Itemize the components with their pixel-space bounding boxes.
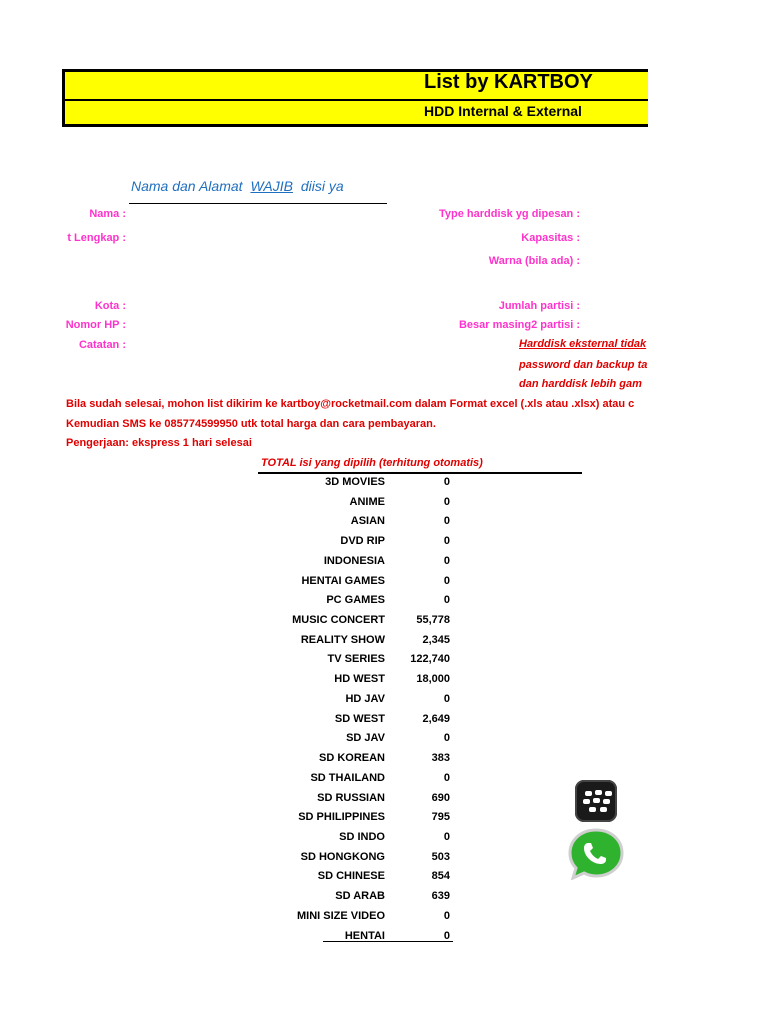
totals-row-category: HENTAI GAMES xyxy=(301,574,385,587)
note-line-2: password dan backup ta xyxy=(519,359,648,371)
totals-row-value: 0 xyxy=(443,594,450,607)
totals-row-category: SD PHILIPPINES xyxy=(298,811,385,824)
totals-row-value: 0 xyxy=(443,771,450,784)
totals-row-category: MUSIC CONCERT xyxy=(292,614,385,627)
totals-row-value: 0 xyxy=(443,535,450,548)
totals-row-category: SD THAILAND xyxy=(310,771,385,784)
blackberry-messenger-icon xyxy=(575,780,617,822)
totals-row-value: 0 xyxy=(443,732,450,745)
label-alamat: t Lengkap : xyxy=(67,232,126,244)
instruction-line-1: Bila sudah selesai, mohon list dikirim ke kartboy@rocketmail.com dalam Format excel (.xls atau .xlsx) atau c xyxy=(66,398,635,410)
totals-bottom-rule xyxy=(323,941,453,942)
totals-row-value: 18,000 xyxy=(416,673,450,686)
label-kapasitas: Kapasitas : xyxy=(521,232,580,244)
intro-underline xyxy=(129,203,387,204)
form-intro xyxy=(131,178,344,194)
page-subtitle: HDD Internal & External xyxy=(424,103,582,119)
totals-row-value: 0 xyxy=(443,830,450,843)
totals-row-value: 690 xyxy=(431,791,450,804)
intro-emphasis: WAJIB xyxy=(250,178,293,194)
totals-row-value: 0 xyxy=(443,495,450,508)
intro-prefix: Nama dan Alamat xyxy=(131,178,243,194)
totals-row-category: SD INDO xyxy=(339,830,385,843)
totals-row-value: 383 xyxy=(431,752,450,765)
page-title: List by KARTBOY xyxy=(424,71,593,93)
totals-row-category: SD KOREAN xyxy=(318,752,385,765)
totals-row-value: 122,740 xyxy=(410,653,450,666)
totals-row-category: SD ARAB xyxy=(335,890,385,903)
label-catatan: Catatan : xyxy=(78,339,126,351)
totals-row-value: 0 xyxy=(443,574,450,587)
totals-title: TOTAL isi yang dipilih (terhitung otomatis) xyxy=(261,457,483,469)
header-divider xyxy=(65,99,648,101)
intro-suffix: diisi ya xyxy=(300,178,344,194)
totals-row-category: HENTAI xyxy=(344,929,385,942)
totals-row-value: 2,649 xyxy=(422,712,450,725)
totals-row-value: 0 xyxy=(443,929,450,942)
totals-row-category: 3D MOVIES xyxy=(325,476,385,488)
label-warna: Warna (bila ada) : xyxy=(488,255,580,267)
totals-row-category: SD CHINESE xyxy=(317,870,385,883)
totals-row-category: SD WEST xyxy=(334,712,385,725)
totals-row-category: ANIME xyxy=(349,495,385,508)
label-type-harddisk: Type harddisk yg dipesan : xyxy=(439,208,580,220)
label-nomor-hp: Nomor HP : xyxy=(65,319,126,331)
totals-title-rule xyxy=(258,472,582,474)
whatsapp-icon xyxy=(566,826,626,880)
totals-row-category: SD RUSSIAN xyxy=(317,791,385,804)
instruction-line-2: Kemudian SMS ke 085774599950 utk total harga dan cara pembayaran. xyxy=(66,418,436,430)
totals-row-category: SD HONGKONG xyxy=(300,850,385,863)
totals-row-category: REALITY SHOW xyxy=(300,633,385,646)
totals-row-category: PC GAMES xyxy=(326,594,385,607)
label-besar-partisi: Besar masing2 partisi : xyxy=(458,319,580,331)
totals-row-category: ASIAN xyxy=(350,515,385,528)
totals-row-value: 0 xyxy=(443,692,450,705)
totals-row-value: 55,778 xyxy=(416,614,450,627)
totals-row-value: 503 xyxy=(431,850,450,863)
note-line-1: Harddisk eksternal tidak xyxy=(519,338,647,350)
totals-row-value: 0 xyxy=(443,515,450,528)
note-line-3: dan harddisk lebih gam xyxy=(519,378,642,390)
totals-row-value: 639 xyxy=(431,890,450,903)
totals-row-value: 2,345 xyxy=(422,633,450,646)
totals-row-category: SD JAV xyxy=(346,732,385,745)
totals-row-category: DVD RIP xyxy=(340,535,385,548)
label-kota: Kota : xyxy=(94,300,126,312)
totals-row-value: 0 xyxy=(443,476,450,488)
label-nama: Nama : xyxy=(89,208,126,220)
totals-row-value: 795 xyxy=(431,811,450,824)
totals-row-value: 0 xyxy=(443,554,450,567)
totals-row-value: 854 xyxy=(431,870,450,883)
instruction-line-3: Pengerjaan: ekspress 1 hari selesai xyxy=(66,437,252,449)
totals-row-category: MINI SIZE VIDEO xyxy=(296,909,385,922)
label-jumlah-partisi: Jumlah partisi : xyxy=(498,300,580,312)
totals-row-category: HD JAV xyxy=(345,692,385,705)
totals-row-category: TV SERIES xyxy=(327,653,385,666)
totals-row-value: 0 xyxy=(443,909,450,922)
totals-row-category: INDONESIA xyxy=(323,554,385,567)
totals-row-category: HD WEST xyxy=(334,673,385,686)
